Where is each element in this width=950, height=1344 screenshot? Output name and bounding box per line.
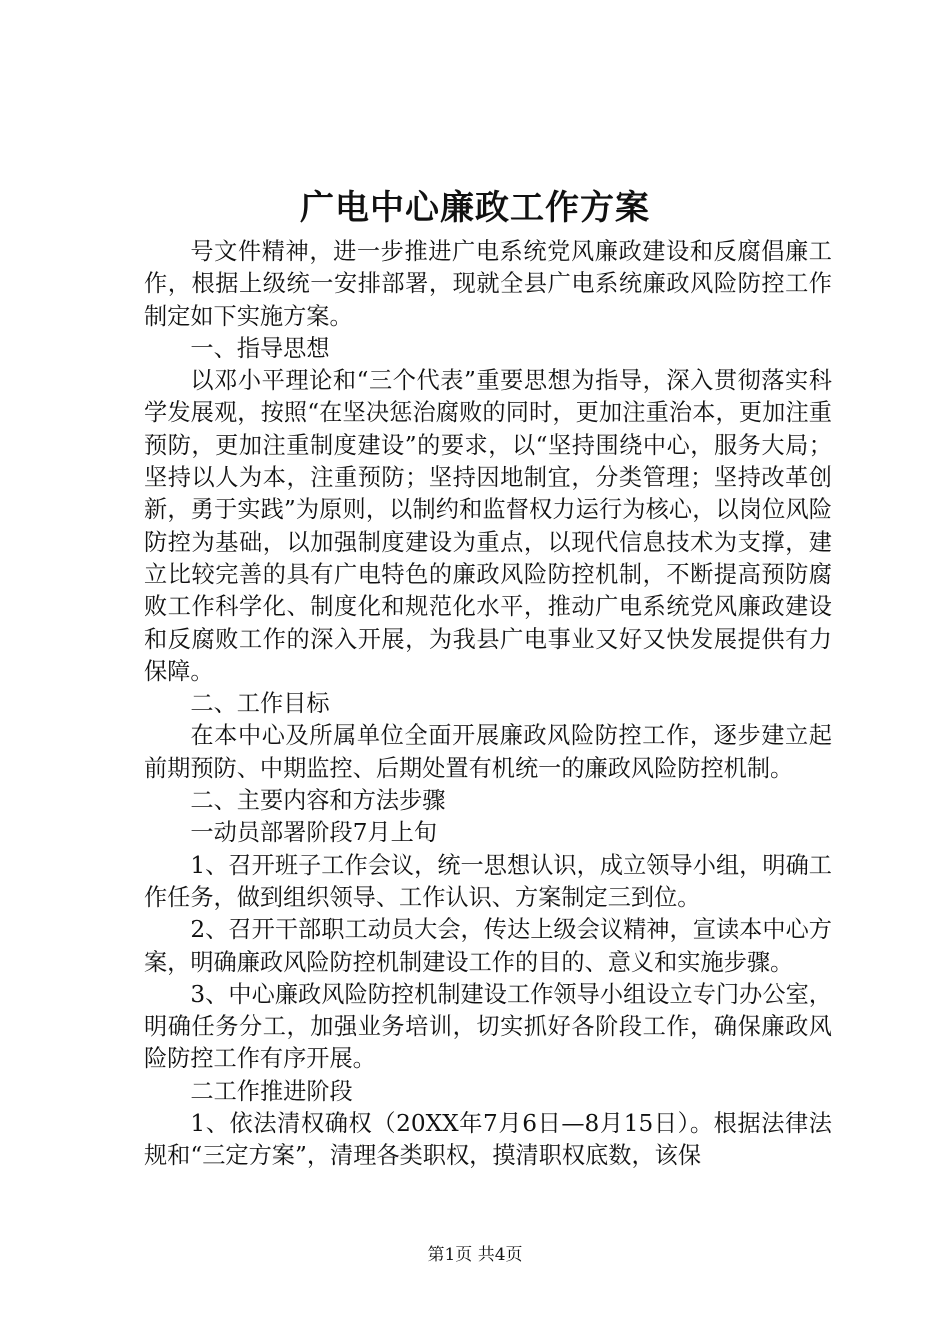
paragraph: 在本中心及所属单位全面开展廉政风险防控工作，逐步建立起前期预防、中期监控、后期处置有机统一的廉政风险防控机制。 <box>144 722 832 782</box>
document-body <box>144 236 832 1173</box>
page-footer: 第1页 共4页 <box>427 1245 523 1265</box>
paragraph: 以邓小平理论和“三个代表”重要思想为指导，深入贯彻落实科学发展观，按照“在坚决惩治腐败的同时，更加注重治本，更加注重预防，更加注重制度建设”的要求，以“坚持围绕中心，服务大局；坚持以人为本，注重预防；坚持因地制宜，分类管理；坚持改革创新，勇于实践”为原则，以制约和监督权力运行为核心，以岗位风险防控为基础，以加强制度建设为重点，以现代信息技术为支撑，建立比较完善的具有广电特色的廉政风险防控机制，不断提高预防腐败工作科学化、制度化和规范化水平，推动广电系统党风廉政建设和反腐败工作的深入开展，为我县广电事业又好又快发展提供有力保障。 <box>144 367 832 685</box>
document-title: 广电中心廉政工作方案 <box>300 188 650 228</box>
section-heading: 二、主要内容和方法步骤 <box>190 787 446 815</box>
subsection-heading: 二工作推进阶段 <box>190 1077 353 1105</box>
section-heading: 二、工作目标 <box>190 690 330 718</box>
section-heading: 一、指导思想 <box>190 334 330 362</box>
paragraph: 1、召开班子工作会议，统一思想认识，成立领导小组，明确工作任务，做到组织领导、工作认识、方案制定三到位。 <box>144 851 832 911</box>
paragraph: 1、依法清权确权（20XX年7月6日—8月15日）。根据法律法规和“三定方案”，清理各类职权，摸清职权底数，该保 <box>144 1110 832 1170</box>
paragraph: 2、召开干部职工动员大会，传达上级会议精神，宣读本中心方案，明确廉政风险防控机制建设工作的目的、意义和实施步骤。 <box>144 916 832 976</box>
subsection-heading: 一动员部署阶段7月上旬 <box>190 819 438 847</box>
paragraph: 号文件精神，进一步推进广电系统党风廉政建设和反腐倡廉工作，根据上级统一安排部署，现就全县广电系统廉政风险防控工作制定如下实施方案。 <box>144 238 832 330</box>
paragraph: 3、中心廉政风险防控机制建设工作领导小组设立专门办公室，明确任务分工，加强业务培训，切实抓好各阶段工作，确保廉政风险防控工作有序开展。 <box>144 980 832 1073</box>
